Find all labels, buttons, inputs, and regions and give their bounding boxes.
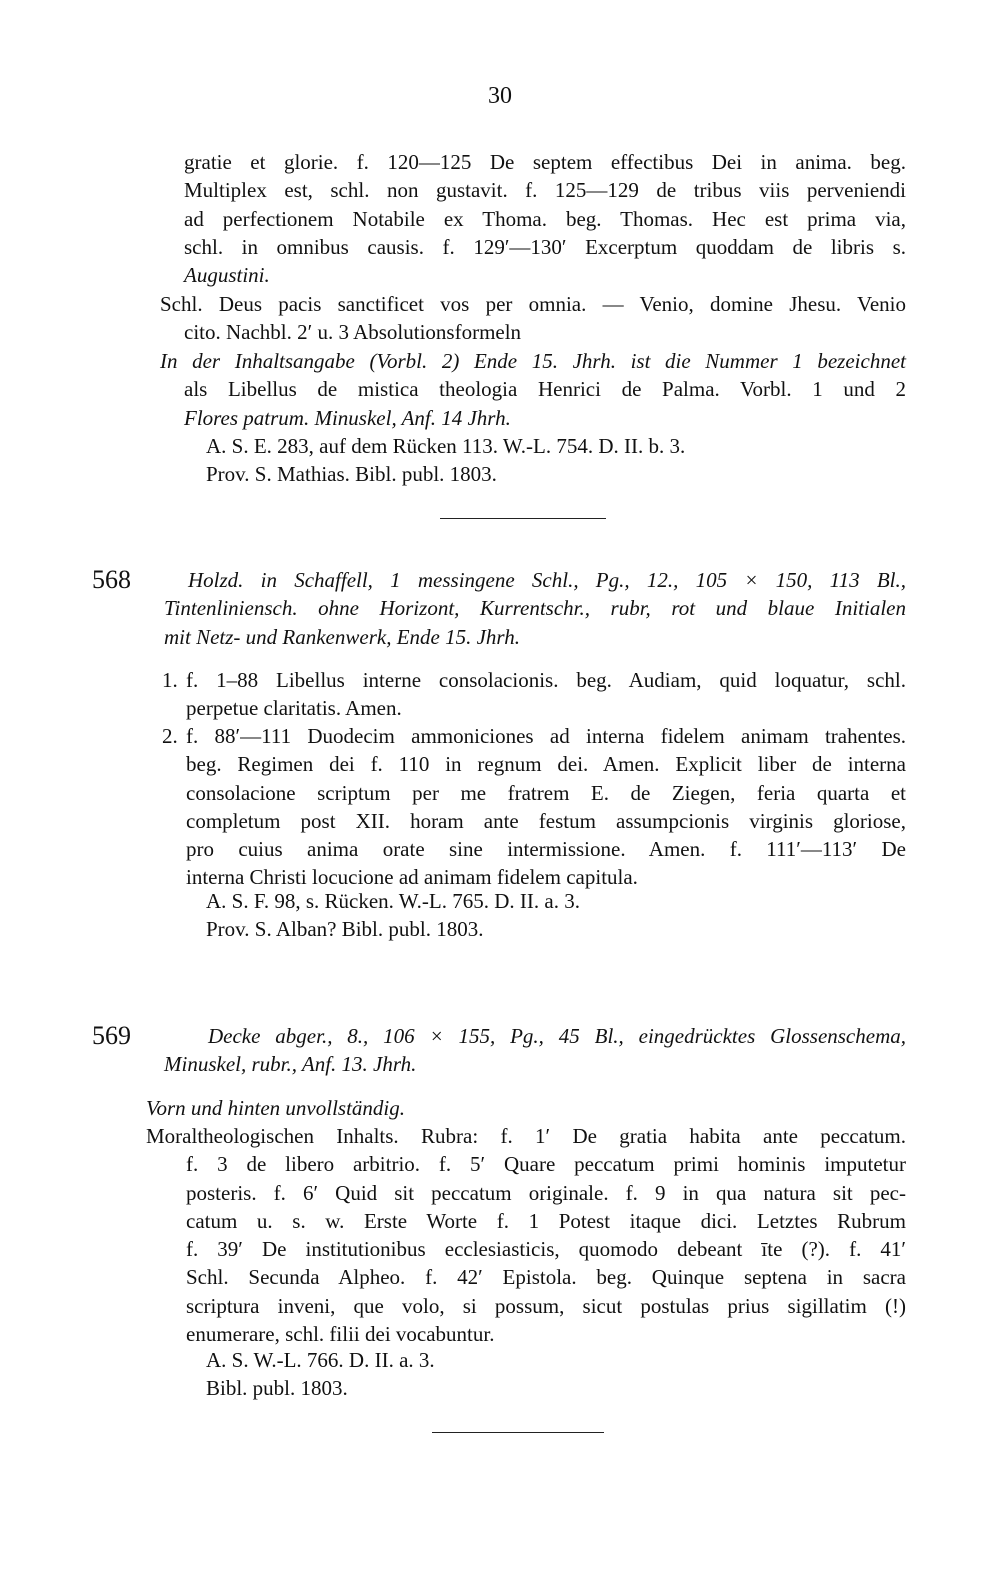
provenance-line: Bibl. publ. 1803. <box>206 1376 348 1401</box>
shelfmark-line: A. S. E. 283, auf dem Rücken 113. W.-L. 754. D. II. b. 3. <box>206 434 686 458</box>
note-line: Vorn und hinten unvollständig. <box>146 1096 405 1120</box>
text-line: In der Inhaltsangabe (Vorbl. 2) Ende 15. Jhrh. ist die Nummer 1 bezeichnet <box>160 349 906 373</box>
provenance-line: Prov. S. Mathias. Bibl. publ. 1803. <box>206 462 497 487</box>
description-line: Minuskel, rubr., Anf. 13. Jhrh. <box>164 1052 417 1077</box>
text-line: cito. Nachbl. 2′ u. 3 Absolutionsformeln <box>184 320 522 345</box>
provenance-line: Prov. S. Alban? Bibl. publ. 1803. <box>206 917 484 942</box>
text-line: Schl. Secunda Alpheo. f. 42′ Epistola. beg. Quinque septena in sacra <box>186 1265 906 1290</box>
text-line: f. 39′ De institutionibus ecclesiasticis, quomodo debeant īte (?). f. 41′ <box>186 1237 906 1262</box>
text-line: pro cuius anima orate sine intermissione. Amen. f. 111′—113′ De <box>186 837 906 862</box>
inhalt-block <box>160 347 906 432</box>
text-line: perpetue claritatis. Amen. <box>186 696 402 721</box>
description-line: Decke abger., 8., 106 × 155, Pg., 45 Bl., eingedrücktes Glossenschema, <box>208 1024 906 1048</box>
text-line: Augustini. <box>184 263 270 288</box>
text-line: Schl. Deus pacis sanctificet vos per omnia. — Venio, domine Jhesu. Venio <box>160 292 906 316</box>
list-item <box>162 722 906 892</box>
entry-568-shelfmark <box>206 887 906 944</box>
shelfmark-line: A. S. W.-L. 766. D. II. a. 3. <box>206 1348 435 1372</box>
shelfmark-line: A. S. F. 98, s. Rücken. W.-L. 765. D. II. a. 3. <box>206 889 580 913</box>
description-line: Holzd. in Schaffell, 1 messingene Schl., Pg., 12., 105 × 150, 113 Bl., <box>188 568 906 592</box>
description-line: mit Netz- und Rankenwerk, Ende 15. Jhrh. <box>164 624 520 649</box>
text-line: scriptura inveni, que volo, si possum, sicut postulas prius sigillatim (!) <box>186 1293 906 1318</box>
separator-rule <box>432 1432 604 1433</box>
page-number: 30 <box>488 83 512 109</box>
schl-block <box>160 290 906 347</box>
entry-number-568: 568 <box>92 565 131 594</box>
entry-568-item-1 <box>162 666 906 723</box>
text-line: interna Christi locucione ad animam fidelem capitula. <box>186 865 638 890</box>
text-line: f. 88′—111 Duodecim ammoniciones ad interna fidelem animam trahentes. <box>186 724 906 748</box>
text-line: consolacione scriptum per me fratrem E. de Ziegen, feria quarta et <box>186 780 906 805</box>
text-line: schl. in omnibus causis. f. 129′—130′ Excerptum quoddam de libris s. <box>184 234 906 259</box>
description-line: Tintenliniensch. ohne Horizont, Kurrentschr., rubr, rot und blaue Initialen <box>164 596 906 621</box>
text-line: gratie et glorie. f. 120—125 De septem effectibus Dei in anima. beg. <box>184 150 906 174</box>
entry-568-description <box>164 566 906 651</box>
entry-569-note <box>146 1094 906 1122</box>
list-item <box>162 666 906 723</box>
text-line: Multiplex est, schl. non gustavit. f. 125—129 de tribus viis perveniendi <box>184 178 906 203</box>
entry-569-content <box>146 1122 906 1348</box>
entry-568-item-2 <box>162 722 906 892</box>
text-line: completum post XII. horam ante festum assumpcionis virginis gloriose, <box>186 808 906 833</box>
entry-569-description <box>164 1022 906 1079</box>
continuation-block <box>184 148 906 289</box>
text-line: enumerare, schl. filii dei vocabuntur. <box>186 1322 495 1347</box>
text-line: ad perfectionem Notabile ex Thoma. beg. Thomas. Hec est prima via, <box>184 206 906 231</box>
text-line: Moraltheologischen Inhalts. Rubra: f. 1′ De gratia habita ante peccatum. <box>146 1124 906 1148</box>
text-line: als Libellus de mistica theologia Henrici de Palma. Vorbl. 1 und 2 <box>184 377 906 402</box>
item-label: 1. <box>162 668 178 692</box>
text-line: posteris. f. 6′ Quid sit peccatum originale. f. 9 in qua natura sit pec- <box>186 1180 906 1205</box>
entry-number-569: 569 <box>92 1021 131 1050</box>
text-line: beg. Regimen dei f. 110 in regnum dei. Amen. Explicit liber de interna <box>186 752 906 777</box>
text-line: f. 1–88 Libellus interne consolacionis. beg. Audiam, quid loquatur, schl. <box>186 668 906 692</box>
entry-569-shelfmark <box>206 1346 906 1403</box>
text-line: f. 3 de libero arbitrio. f. 5′ Quare peccatum primi hominis imputetur <box>186 1152 906 1177</box>
text-line: Flores patrum. Minuskel, Anf. 14 Jhrh. <box>184 405 511 430</box>
separator-rule <box>440 518 606 519</box>
shelfmark-block <box>206 432 906 489</box>
item-label: 2. <box>162 724 178 748</box>
text-line: catum u. s. w. Erste Worte f. 1 Potest itaque dici. Letztes Rubrum <box>186 1208 906 1233</box>
